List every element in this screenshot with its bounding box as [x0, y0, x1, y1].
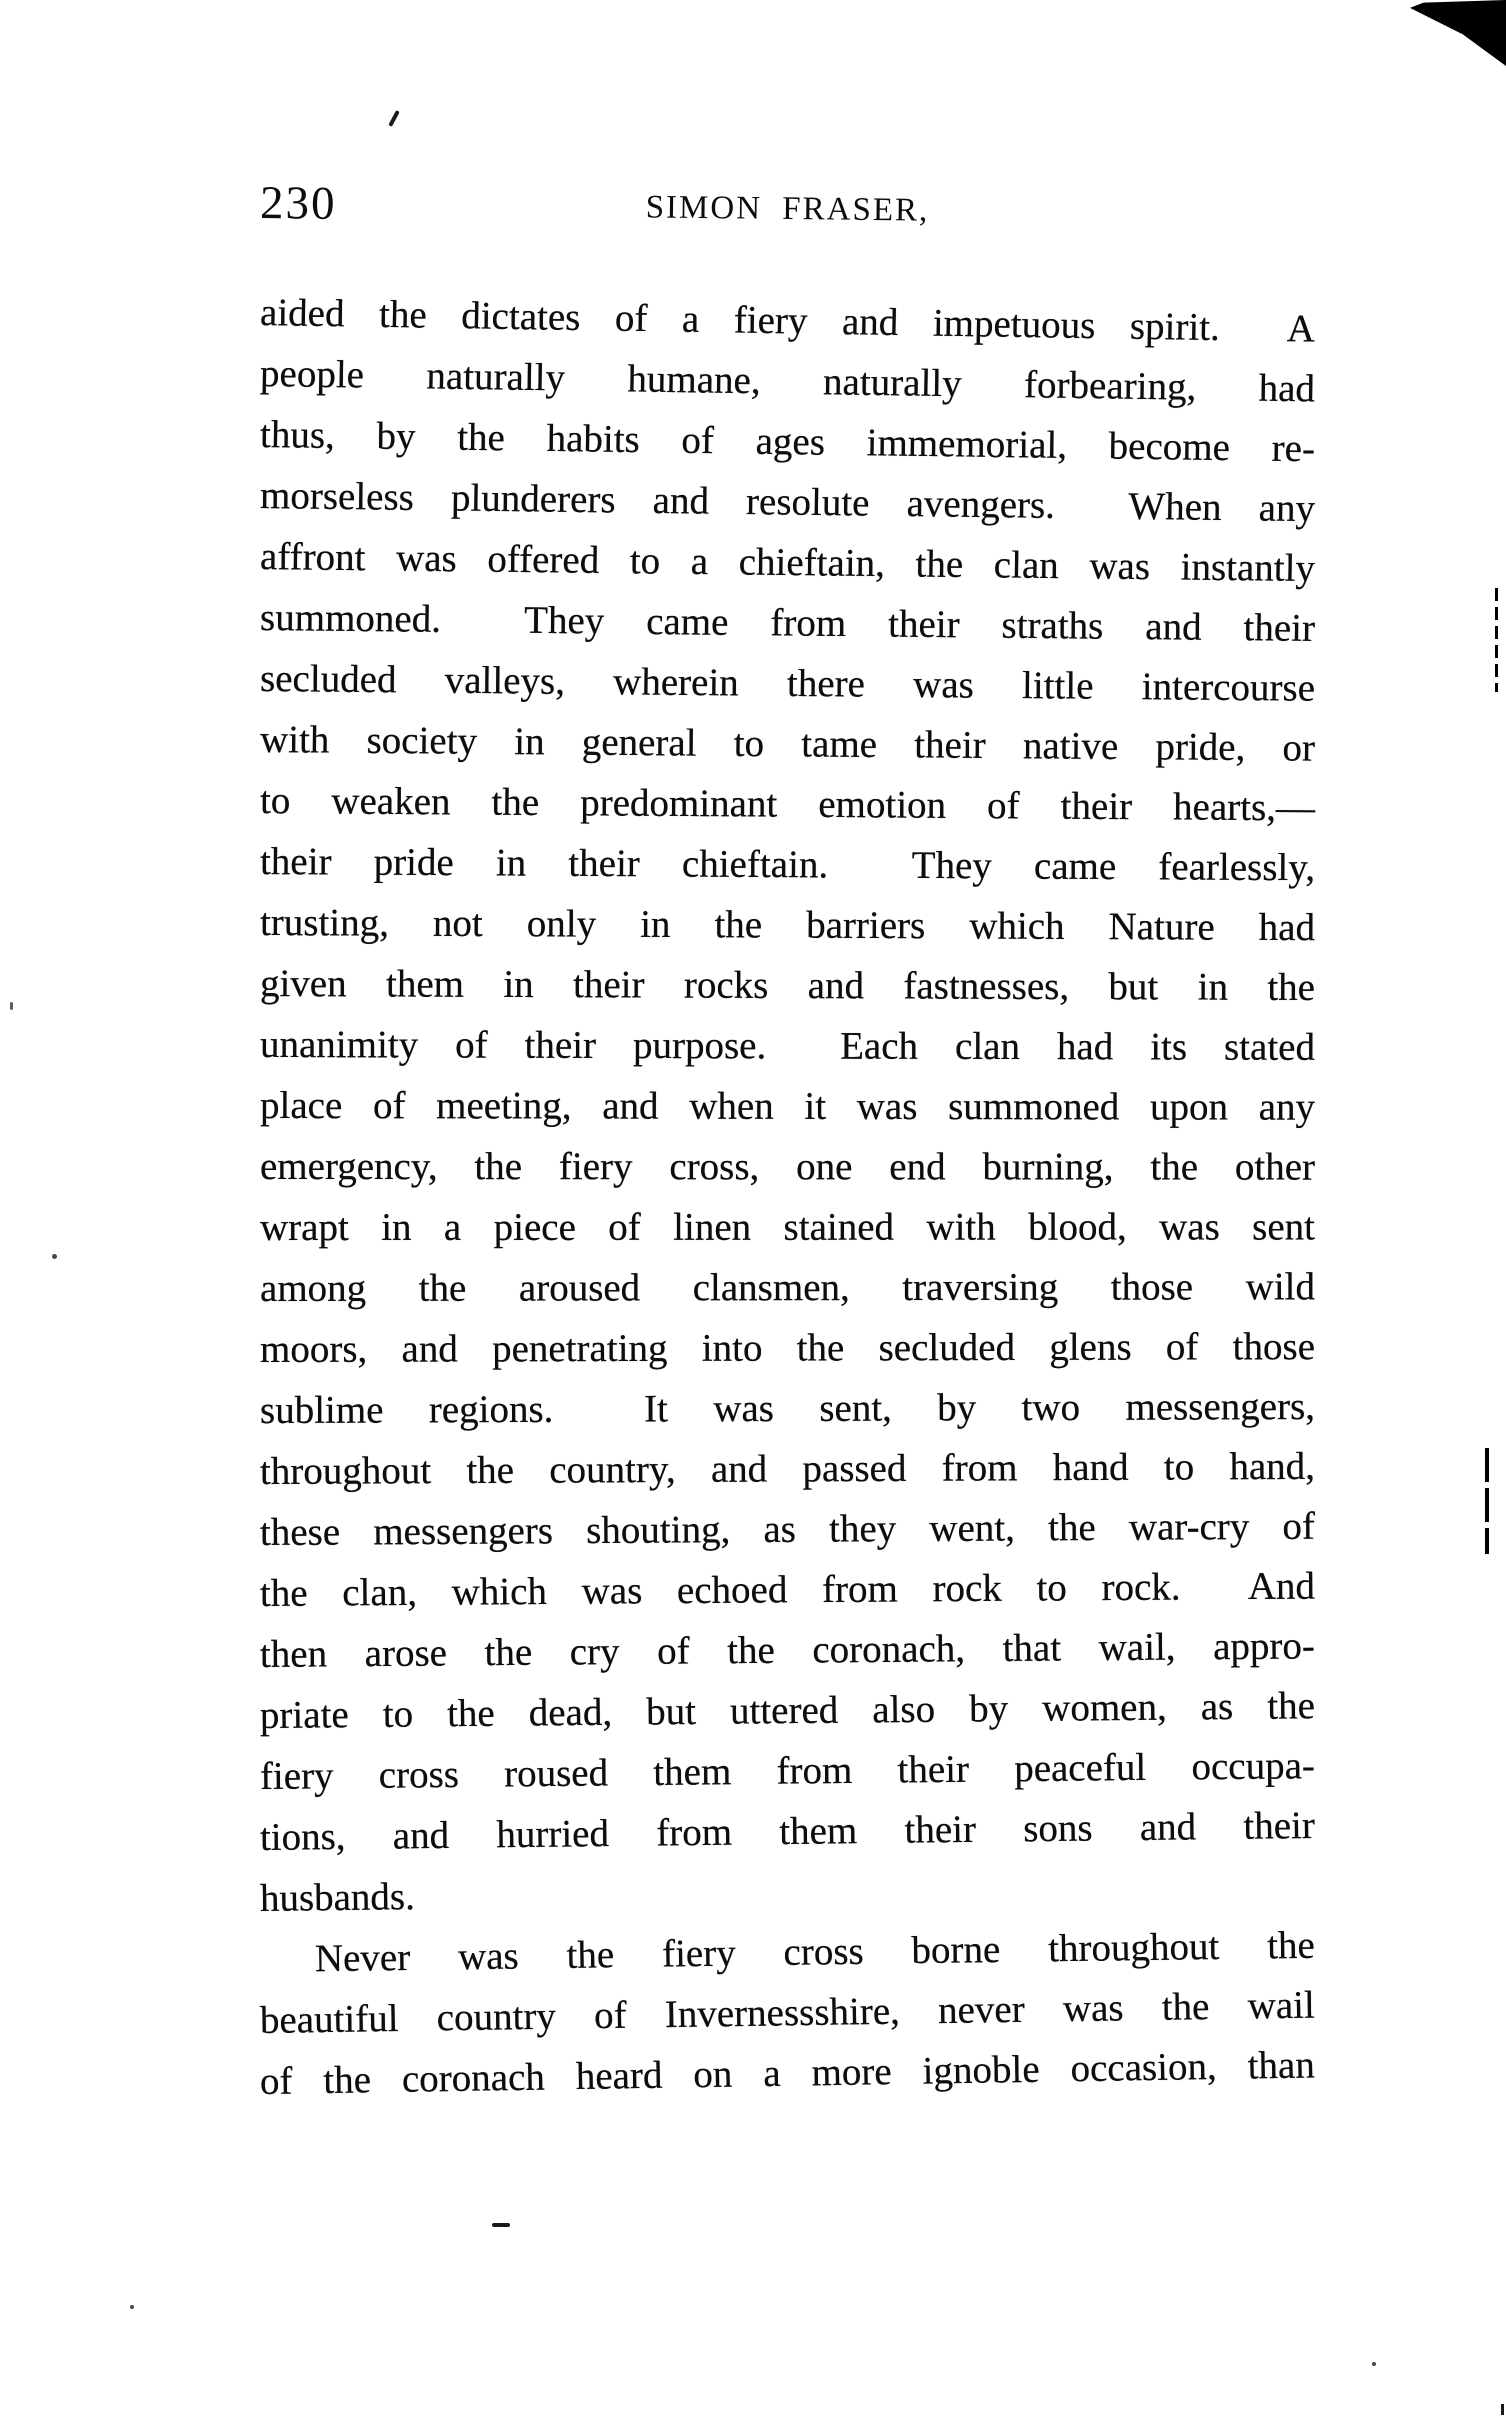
- scan-speck: [130, 2305, 134, 2309]
- text-line: tions, and hurried from them their sons and their: [259, 1803, 1316, 1859]
- scan-margin-line-artifact: [1485, 1448, 1489, 1554]
- scan-margin-line-artifact: [1495, 588, 1498, 692]
- text-line: priate to the dead, but uttered also by women, as the: [259, 1684, 1316, 1737]
- text-line: place of meeting, and when it was summoned upon any: [259, 1084, 1316, 1129]
- text-line: wrapt in a piece of linen stained with blood, was sent: [259, 1205, 1316, 1249]
- text-line: Never was the fiery cross borne throughout the: [314, 1923, 1316, 1981]
- text-line: fiery cross roused them from their peaceful occupa-: [259, 1744, 1316, 1798]
- text-line: affront was offered to a chieftain, the clan was instantly: [259, 535, 1316, 591]
- text-line: morseless plunderers and resolute avengers. When any: [259, 474, 1316, 531]
- scan-speck: [1372, 2362, 1376, 2366]
- text-line: with society in general to tame their native pride, or: [259, 718, 1316, 770]
- page-body-text: [260, 282, 1315, 2112]
- page-number: 230: [259, 177, 337, 230]
- running-title: SIMON FRASER,: [645, 189, 930, 229]
- text-line: beautiful country of Invernessshire, never was the wail: [259, 1983, 1316, 2042]
- text-line: sublime regions. It was sent, by two messengers,: [259, 1385, 1316, 1432]
- text-line: unanimity of their purpose. Each clan had its stated: [259, 1023, 1316, 1069]
- text-line: these messengers shouting, as they went, the war-cry of: [259, 1504, 1316, 1554]
- text-line: trusting, not only in the barriers which Nature had: [259, 901, 1316, 950]
- text-line: the clan, which was echoed from rock to rock. And: [259, 1564, 1316, 1615]
- scan-speck: [492, 2223, 510, 2227]
- text-line: given them in their rocks and fastnesses, but in the: [259, 962, 1316, 1009]
- text-line: of the coronach heard on a more ignoble occasion, than: [259, 2043, 1316, 2103]
- text-line: aided the dictates of a fiery and impetuous spirit. A: [259, 291, 1316, 351]
- page-header: [260, 176, 1316, 242]
- text-line: to weaken the predominant emotion of their hearts,—: [259, 779, 1316, 830]
- text-line: emergency, the fiery cross, one end burning, the other: [259, 1145, 1316, 1189]
- text-line: secluded valleys, wherein there was little intercourse: [259, 657, 1316, 710]
- scan-speck: [1501, 2404, 1504, 2415]
- text-line: summoned. They came from their straths and their: [259, 596, 1316, 650]
- scan-corner-shadow-artifact: [1410, 0, 1506, 66]
- text-line: people naturally humane, naturally forbearing, had: [259, 352, 1316, 411]
- text-line: moors, and penetrating into the secluded glens of those: [259, 1325, 1316, 1371]
- scan-speck: [52, 1254, 57, 1259]
- scan-speck: [10, 1002, 13, 1010]
- text-line: throughout the country, and passed from hand to hand,: [259, 1444, 1316, 1493]
- scan-speck: [388, 110, 400, 127]
- text-line: among the aroused clansmen, traversing those wild: [259, 1265, 1316, 1310]
- text-line: thus, by the habits of ages immemorial, become re-: [259, 413, 1316, 471]
- text-line: their pride in their chieftain. They came fearlessly,: [259, 840, 1316, 890]
- text-line: husbands.: [259, 1875, 416, 1920]
- text-line: then arose the cry of the coronach, that wail, appro-: [259, 1624, 1316, 1676]
